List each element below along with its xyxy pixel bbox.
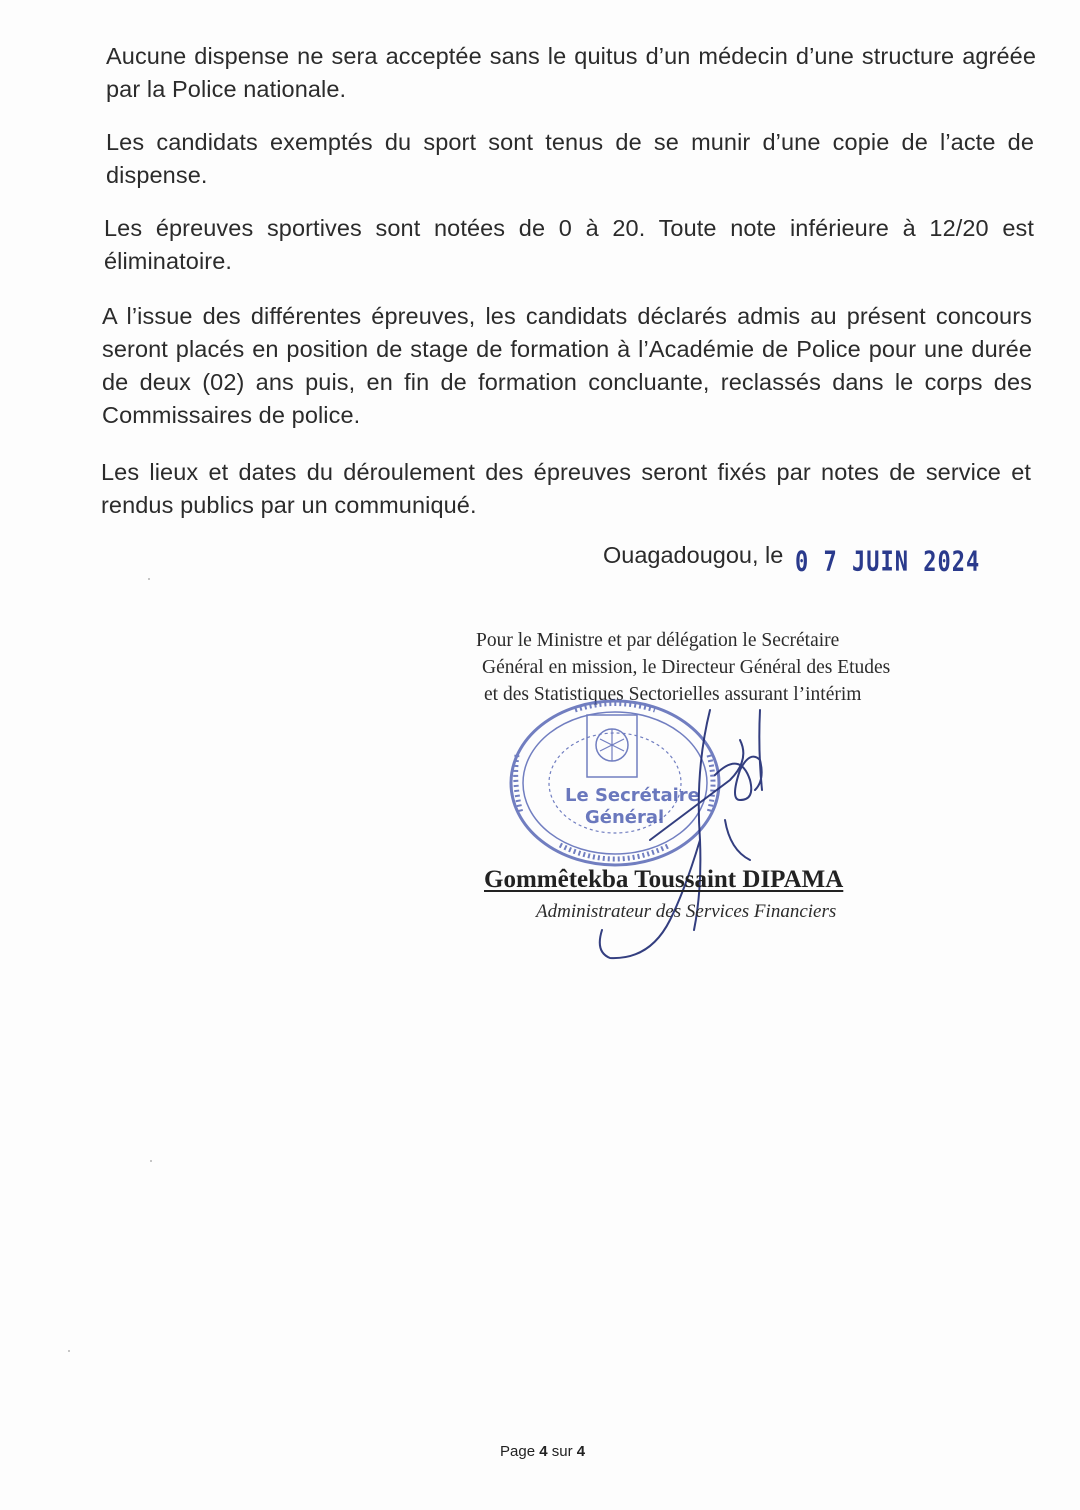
delegation-line-2: Général en mission, le Directeur Général des Etudes xyxy=(482,657,891,678)
date-stamp: 0 7 JUIN 2024 xyxy=(795,546,981,579)
place-date-label: Ouagadougou, le xyxy=(603,542,784,568)
signer-title: Administrateur des Services Financiers xyxy=(536,901,837,922)
paragraph-admission-formation: A l’issue des différentes épreuves, les candidats déclarés admis au présent concours seront placés en position de stage de formation à l’Académie de Police pour une durée de deux (02) ans puis, en fin de formation concluante, reclassés dans le corps des Commissaires de police. xyxy=(102,303,1032,428)
scan-speck xyxy=(148,578,150,580)
page-number: 4 xyxy=(539,1443,548,1460)
page-total: 4 xyxy=(576,1443,586,1460)
page-label: Page xyxy=(500,1443,536,1460)
signer-name: Gommêtekba Toussaint DIPAMA xyxy=(484,866,844,893)
handwritten-signature xyxy=(590,690,790,970)
delegation-line-3: et des Statistiques Sectorielles assurant l’intérim xyxy=(484,684,862,705)
paragraph-exemptes-sport: Les candidats exemptés du sport sont tenus de se munir d’une copie de l’acte de dispense. xyxy=(106,129,1034,188)
delegation-line-1: Pour le Ministre et par délégation le Secrétaire xyxy=(476,630,840,651)
paragraph-dispense-quitus: Aucune dispense ne sera acceptée sans le quitus d’un médecin d’une structure agréée par la Police nationale. xyxy=(106,43,1036,102)
scan-speck xyxy=(150,1160,152,1162)
page-footer xyxy=(500,1443,585,1460)
paragraph-notation: Les épreuves sportives sont notées de 0 à 20. Toute note inférieure à 12/20 est éliminatoire. xyxy=(104,215,1034,274)
svg-text:Général: Général xyxy=(585,807,665,828)
of-label: sur xyxy=(551,1443,573,1460)
paragraph-lieux-dates: Les lieux et dates du déroulement des épreuves seront fixés par notes de service et rendus publics par un communiqué. xyxy=(101,459,1031,518)
svg-text:Le Secrétaire: Le Secrétaire xyxy=(565,785,700,806)
scan-speck xyxy=(68,1350,70,1352)
